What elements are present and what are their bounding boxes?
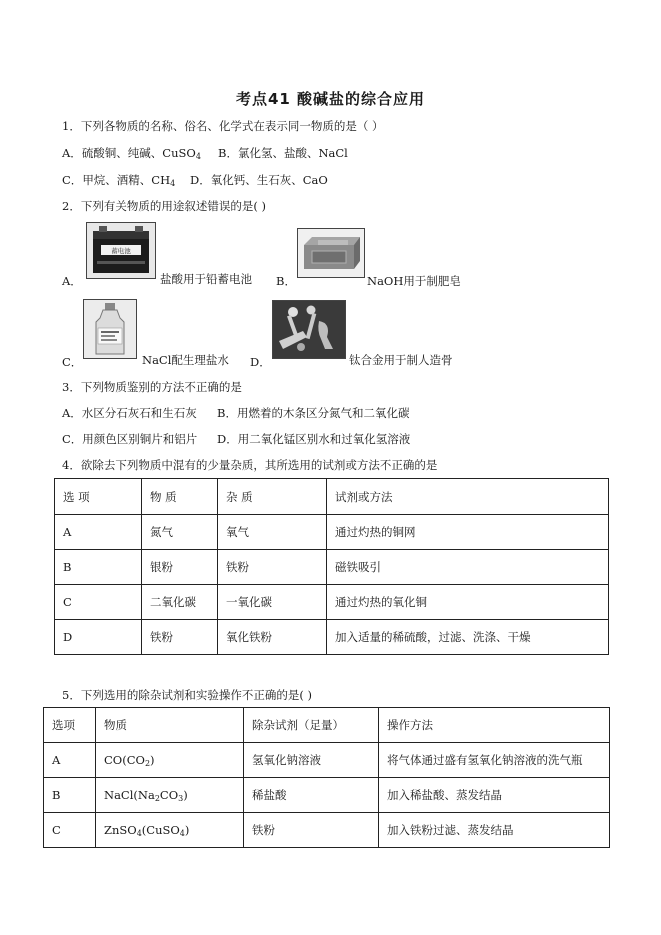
formula-part: CO <box>159 788 179 802</box>
q1-option-c-text: 甲烷、酒精、CH <box>82 173 171 187</box>
soap-image <box>297 228 365 278</box>
q5-header-option: 选项 <box>44 708 96 743</box>
q2-option-b-label: B． <box>276 274 296 288</box>
table-row <box>55 585 609 620</box>
q1-option-d: D．氧化钙、生石灰、CaO <box>190 173 328 187</box>
soap-illustration <box>298 229 364 277</box>
q5-header-row <box>44 708 610 743</box>
q4-cell: 加入适量的稀硫酸，过滤、洗涤、干燥 <box>327 620 609 655</box>
q3-option-b: B．用燃着的木条区分氮气和二氧化碳 <box>217 406 410 420</box>
q3-option-d: D．用二氧化锰区别水和过氧化氢溶液 <box>217 432 411 446</box>
q4-stem: 4．欲除去下列物质中混有的少量杂质，其所选用的试剂或方法不正确的是 <box>62 458 438 472</box>
q5-stem: 5．下列选用的除杂试剂和实验操作不正确的是( ) <box>62 688 312 702</box>
q5-cell <box>96 743 244 778</box>
q1-option-a-label: A． <box>62 146 82 160</box>
q4-cell: 通过灼热的铜网 <box>327 515 609 550</box>
q5-cell <box>96 813 244 848</box>
q2-option-d-text: 钛合金用于制人造骨 <box>349 353 453 367</box>
q4-header-impurity: 杂 质 <box>218 479 327 515</box>
formula-sub: 4 <box>179 829 185 838</box>
battery-illustration <box>87 223 155 278</box>
table-row <box>55 515 609 550</box>
q5-cell: A <box>44 743 96 778</box>
formula-part: (CuSO <box>141 823 180 837</box>
q5-cell: 稀盐酸 <box>244 778 379 813</box>
formula-sub: 3 <box>178 794 184 803</box>
formula-part: ) <box>150 753 155 767</box>
page-title: 考点41 酸碱盐的综合应用 <box>235 90 426 108</box>
q1-option-a-sub: 4 <box>195 152 201 161</box>
q4-cell: 铁粉 <box>218 550 327 585</box>
titanium-bone-image <box>272 300 346 359</box>
q4-cell: 二氧化碳 <box>142 585 218 620</box>
q4-cell: A <box>55 515 142 550</box>
q5-header-substance: 物质 <box>96 708 244 743</box>
q1-option-b: B．氯化氢、盐酸、NaCl <box>218 146 348 160</box>
formula-sub: 4 <box>136 829 142 838</box>
q4-header-method: 试剂或方法 <box>327 479 609 515</box>
saline-bottle-image <box>83 299 137 359</box>
formula-sub: 2 <box>144 759 151 768</box>
q2-option-a-text: 盐酸用于铅蓄电池 <box>160 272 252 286</box>
battery-label: 蓄电池 <box>111 247 131 255</box>
battery-image <box>86 222 156 279</box>
q4-cell: 银粉 <box>142 550 218 585</box>
q4-cell: 一氧化碳 <box>218 585 327 620</box>
q5-cell: 加入铁粉过滤、蒸发结晶 <box>379 813 610 848</box>
q2-option-a-label: A． <box>62 274 82 288</box>
q2-option-b-text: NaOH用于制肥皂 <box>367 274 461 288</box>
q4-header-substance: 物 质 <box>142 479 218 515</box>
q1-option-c <box>62 172 175 188</box>
q5-header-reagent: 除杂试剂（足量） <box>244 708 379 743</box>
q5-cell: 将气体通过盛有氢氧化钠溶液的洗气瓶 <box>379 743 610 778</box>
formula-sub: 2 <box>154 794 160 803</box>
q4-cell: D <box>55 620 142 655</box>
q2-option-d-label: D． <box>250 355 271 369</box>
q5-cell: 氢氧化钠溶液 <box>244 743 379 778</box>
q1-option-a-text: 硫酸铜、纯碱、CuSO <box>81 146 196 160</box>
q4-header-option: 选 项 <box>55 479 142 515</box>
formula-part: ZnSO <box>104 823 137 837</box>
titanium-bone-illustration <box>273 301 345 358</box>
table-row <box>44 743 610 778</box>
q4-cell: C <box>55 585 142 620</box>
table-row <box>44 813 610 848</box>
q3-option-a: A．水区分石灰石和生石灰 <box>62 406 197 420</box>
table-row <box>55 550 609 585</box>
q4-cell: 氧化铁粉 <box>218 620 327 655</box>
formula-part: ) <box>184 823 190 837</box>
q4-cell: 通过灼热的氧化铜 <box>327 585 609 620</box>
q2-stem: 2．下列有关物质的用途叙述错误的是( ) <box>62 199 266 213</box>
q3-option-c: C．用颜色区别铜片和铝片 <box>62 432 198 446</box>
q2-option-c-text: NaCl配生理盐水 <box>142 353 229 367</box>
q4-cell: 磁铁吸引 <box>327 550 609 585</box>
formula-part: NaCl(Na <box>104 788 155 802</box>
q1-option-a <box>62 145 201 161</box>
table-row <box>44 778 610 813</box>
q5-header-method: 操作方法 <box>379 708 610 743</box>
formula-part: CO(CO <box>104 753 145 767</box>
q5-cell: B <box>44 778 96 813</box>
saline-bottle-illustration <box>84 300 136 358</box>
q5-table <box>43 707 610 848</box>
q1-option-c-sub: 4 <box>170 179 176 188</box>
q4-table <box>54 478 609 655</box>
table-row <box>55 620 609 655</box>
q4-cell: B <box>55 550 142 585</box>
q5-cell: 加入稀盐酸、蒸发结晶 <box>379 778 610 813</box>
q1-option-c-label: C． <box>62 173 83 187</box>
q5-cell <box>96 778 244 813</box>
q4-cell: 氮气 <box>142 515 218 550</box>
q2-option-c-label: C． <box>62 355 83 369</box>
q4-cell: 氧气 <box>218 515 327 550</box>
q3-stem: 3．下列物质鉴别的方法不正确的是 <box>62 380 242 394</box>
q5-cell: C <box>44 813 96 848</box>
q5-cell: 铁粉 <box>244 813 379 848</box>
q4-header-row <box>55 479 609 515</box>
q4-cell: 铁粉 <box>142 620 218 655</box>
q1-stem: 1．下列各物质的名称、俗名、化学式在表示同一物质的是（ ） <box>62 119 384 133</box>
formula-part: ) <box>183 788 188 802</box>
